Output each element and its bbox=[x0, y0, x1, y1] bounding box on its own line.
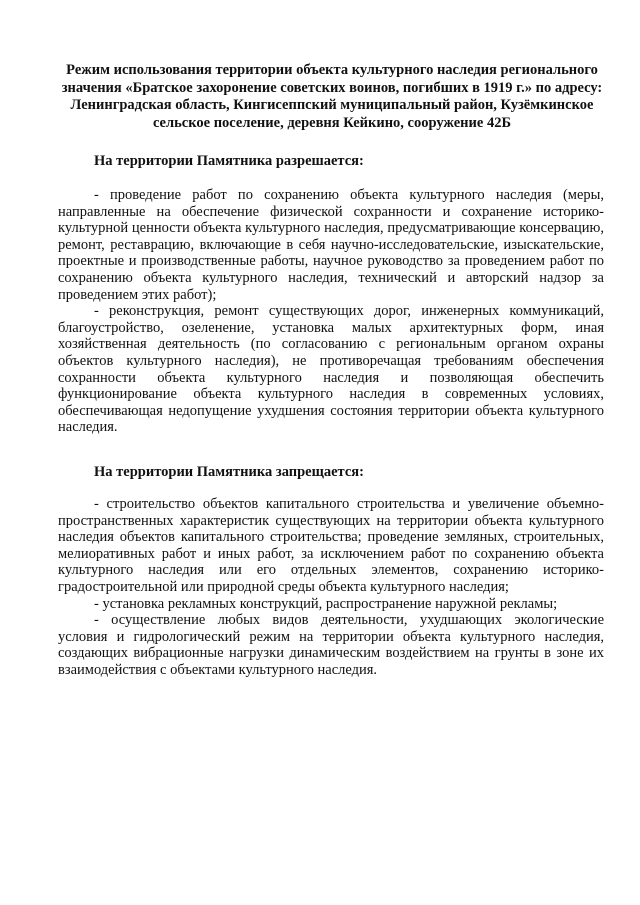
forbidden-item: - строительство объектов капитального строительства и увеличение объемно-пространственных характеристик существующих на территории объекта культурного наследия объектов капитального строительства; проведение земляных, строительных, мелиоративных работ и иных работ, за исключением работ по сохранению объекта культурного наследия или его отдельных элементов, сохранению историко-градостроительной или природной среды объекта культурного наследия; bbox=[58, 496, 604, 595]
forbidden-section bbox=[58, 496, 604, 679]
forbidden-item: - установка рекламных конструкций, распространение наружной рекламы; bbox=[94, 595, 558, 612]
forbidden-item: - осуществление любых видов деятельности, ухудшающих экологические условия и гидрологический режим на территории объекта культурного наследия, создающих вибрационные нагрузки динамическим воздействием на грунты в зоне их взаимодействия с объектами культурного наследия. bbox=[58, 612, 604, 678]
allowed-section bbox=[58, 187, 604, 436]
allowed-item: - реконструкция, ремонт существующих дорог, инженерных коммуникаций, благоустройство, озеленение, установка малых архитектурных форм, иная хозяйственная деятельность (по согласованию с региональным органом охраны объектов культурного наследия), не противоречащая требованиям обеспечения сохранности объекта культурного наследия и позволяющая обеспечить функционирование объекта культурного наследия в современных условиях, обеспечивающая недопущение ухудшения состояния территории объекта культурного наследия. bbox=[58, 303, 604, 436]
forbidden-heading: На территории Памятника запрещается: bbox=[94, 464, 364, 480]
allowed-heading: На территории Памятника разрешается: bbox=[94, 153, 364, 169]
allowed-item: - проведение работ по сохранению объекта культурного наследия (меры, направленные на обеспечение физической сохранности и сохранение историко-культурной ценности объекта культурного наследия, предусматривающие консервацию, ремонт, реставрацию, включающие в себя научно-исследовательские, изыскательские, проектные и производственные работы, научное руководство за проведением работ по сохранению объекта культурного наследия, технический и авторский надзор за проведением этих работ); bbox=[58, 187, 604, 303]
document-title: Режим использования территории объекта культурного наследия регионального значения «Братское захоронение советских воинов, погибших в 1919 г.» по адресу: Ленинградская область, Кингисеппский муниципальный район, Кузёмкинское сельское поселение, деревня Кейкино, сооружение 42Б bbox=[61, 62, 603, 131]
